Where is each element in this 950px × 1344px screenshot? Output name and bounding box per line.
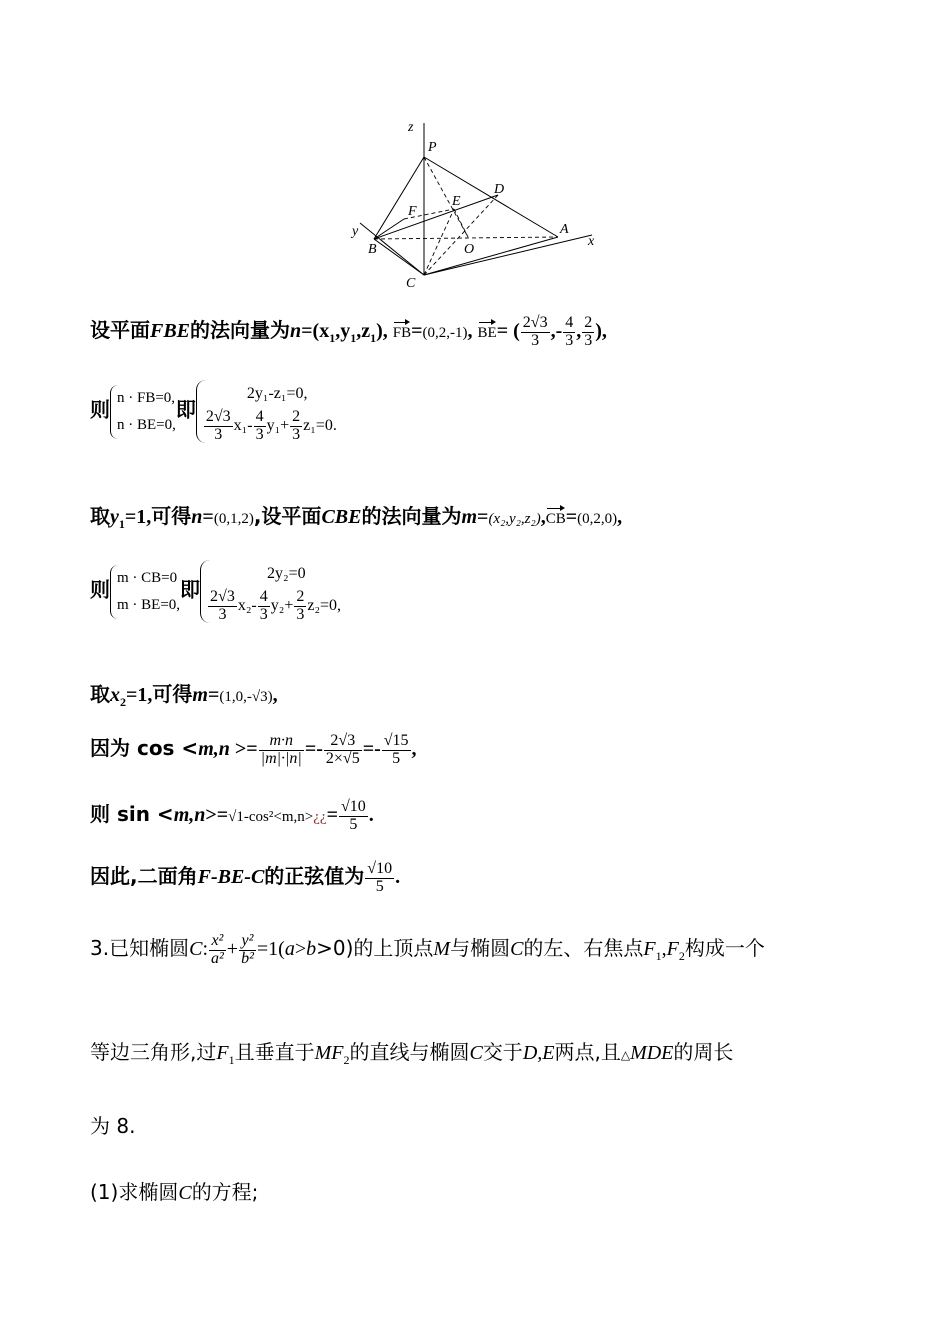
edge-PB — [374, 157, 424, 239]
pyramid-figure — [340, 115, 610, 295]
edge-CD — [424, 195, 498, 275]
label-O: O — [464, 242, 475, 257]
edge-PO — [424, 157, 468, 237]
problem-3-part-1: (1)求椭圆C的方程; — [90, 1180, 259, 1204]
label-C: C — [406, 276, 416, 291]
edge-CE — [424, 209, 454, 275]
edge-BF — [374, 219, 404, 239]
line-cos: 因为 cos <m,n >= $\frac{m\cdot n}{|m|\cdot|n|}$ =- $\frac{2√3}{2\times√5}$ =- $\frac{√15}{5}$ , — [90, 732, 417, 767]
label-z: z — [408, 120, 414, 135]
edge-BC — [374, 239, 424, 275]
edge-CA — [424, 237, 558, 275]
edge-BA — [374, 237, 558, 239]
line-cbe-normal: 取$y_1=1$,可得n=(0,1,2),设平面CBE的法向量为m=(x₂,y₂,z₂),CB=(0,2,0), — [90, 504, 623, 531]
line-take-x2: 取$x_2=1$,可得m=(1,0,-√3), — [90, 682, 278, 709]
line-cbe-system: 则 m · CB=0 m · BE=0, 即 2y₂=0 $\frac{2√3}{3}$ x₂- $\frac{4}{3}$ y₂+ $\frac{2}{3}$ z₂=0, — [90, 560, 341, 623]
label-x: x — [588, 234, 595, 249]
label-F: F — [408, 204, 417, 219]
line-fbe-system: 则 n · FB=0, n · BE=0, 即 2y₁-z₁=0, $\frac{2√3}{3}$ x₁- $\frac{4}{3}$ y₁+ $\frac{2}{3}$ z₁=0. — [90, 380, 337, 443]
line-sin: 则 sin <m,n>=√1-cos²<m,n>¿¿= $\frac{√10}{5}$ . — [90, 798, 374, 833]
label-P: P — [428, 140, 437, 155]
x-axis — [424, 235, 592, 275]
label-B: B — [368, 242, 377, 257]
line-fbe-normal: 设平面FBE的法向量为$n=(x_1,y_1,z_1)$, FB=(0,2,-1), BE= ( $\frac{2√3}{3}$ ,- $\frac{4}{3}$ , $\frac{2}{3}$ ), — [90, 314, 607, 349]
label-A: A — [560, 222, 569, 237]
problem-3-line-2: 等边三角形,过$F_1$且垂直于$MF_2$的直线与椭圆C交于D,E两点,且△MDE的周长 — [90, 1040, 734, 1067]
label-y: y — [352, 224, 359, 239]
edge-BD — [374, 195, 498, 239]
problem-3-line-3: 为 8. — [90, 1114, 136, 1138]
label-E: E — [452, 194, 461, 209]
problem-3-line-1: 3.已知椭圆C: $\frac{\text{x²}}{\text{a²}}$ + $\frac{\text{y²}}{\text{b²}}$ =1(a>b>0)的上顶点M与椭圆C的左、右焦点$F_1,F_2$构成一个 — [90, 932, 765, 967]
label-D: D — [494, 182, 505, 197]
line-conclusion: 因此,二面角F-BE-C的正弦值为 $\frac{√10}{5}$ . — [90, 860, 401, 895]
